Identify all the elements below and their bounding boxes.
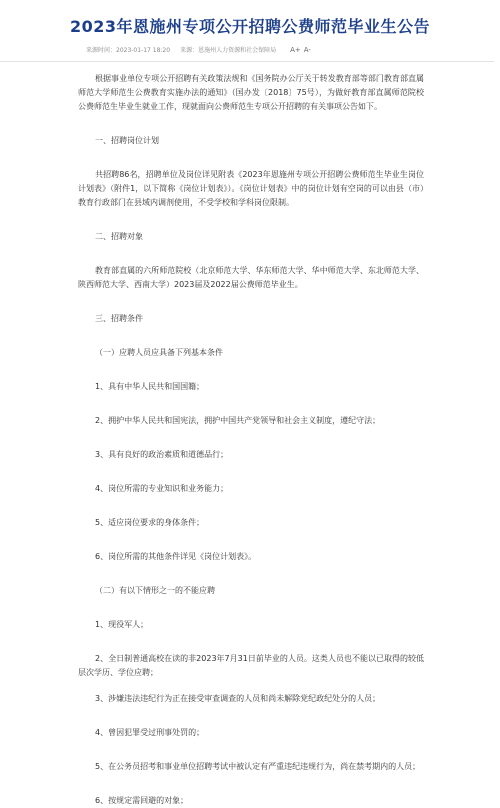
section-heading: 二、招聘对象 (95, 232, 143, 241)
article-body (0, 62, 500, 808)
list-item: 4、岗位所需的专业知识和业务能力； (95, 484, 229, 493)
section-body: 共招聘86名，招聘单位及岗位详见附表《2023年恩施州专项公开招聘公费师范生毕业生岗位计划表》（附件1，以下简称《岗位计划表》）。《岗位计划表》中的岗位计划有空岗的可以由县（市）教育行政部门在县域内调剂使用，不受学校和学科岗位限制。 (78, 170, 424, 207)
list-item: 3、具有良好的政治素质和道德品行； (95, 450, 229, 459)
list-item: 1、具有中华人民共和国国籍； (95, 382, 205, 391)
list-item: 3、涉嫌违法违纪行为正在接受审查调查的人员和尚未解除党纪政纪处分的人员； (95, 694, 381, 703)
list-item: 1、现役军人； (95, 620, 149, 629)
font-increase-button[interactable]: A+ (290, 45, 301, 54)
subsection-heading: （二）有以下情形之一的不能应聘 (95, 586, 215, 595)
list-item: 5、适应岗位要求的身体条件； (95, 518, 205, 527)
font-decrease-button[interactable]: A- (303, 45, 311, 54)
section-body: 教育部直属的六所师范院校（北京师范大学、华东师范大学、华中师范大学、东北师范大学、陕西师范大学、西南大学）2023届及2022届公费师范毕业生。 (78, 266, 424, 289)
subsection-heading: （一）应聘人员应具备下列基本条件 (95, 348, 223, 357)
list-item: 6、岗位所需的其他条件详见《岗位计划表》。 (95, 552, 257, 561)
article-meta (0, 45, 494, 62)
font-size-controls (290, 46, 311, 54)
list-item: 6、按规定需回避的对象； (95, 796, 189, 805)
section-heading: 一、招聘岗位计划 (95, 136, 159, 145)
list-item: 2、全日制普通高校在读的非2023年7月31日前毕业的人员。这类人员也不能以已取得的较低层次学历、学位应聘； (78, 654, 424, 677)
article-source: 来源：恩施州人力资源和社会保障局 (180, 47, 277, 54)
publish-date: 来源时间：2023-01-17 18:20 (86, 47, 171, 54)
intro-paragraph: 根据事业单位专项公开招聘有关政策法规和《国务院办公厅关于转发教育部等部门教育部直属师范大学师范生公费教育实施办法的通知》（国办发〔2018〕75号），为做好教育部直属师范院校公费师范生毕业生就业工作，现就面向公费师范生专项公开招聘的有关事项公告如下。 (78, 74, 424, 111)
section-heading: 三、招聘条件 (95, 314, 143, 323)
list-item: 2、拥护中华人民共和国宪法，拥护中国共产党领导和社会主义制度，遵纪守法； (95, 416, 381, 425)
article-title: 2023年恩施州专项公开招聘公费师范毕业生公告 (69, 17, 431, 36)
list-item: 4、曾因犯罪受过刑事处罚的； (95, 728, 205, 737)
list-item: 5、在公务员招考和事业单位招聘考试中被认定有严重违纪违规行为，尚在禁考期内的人员； (95, 762, 421, 771)
